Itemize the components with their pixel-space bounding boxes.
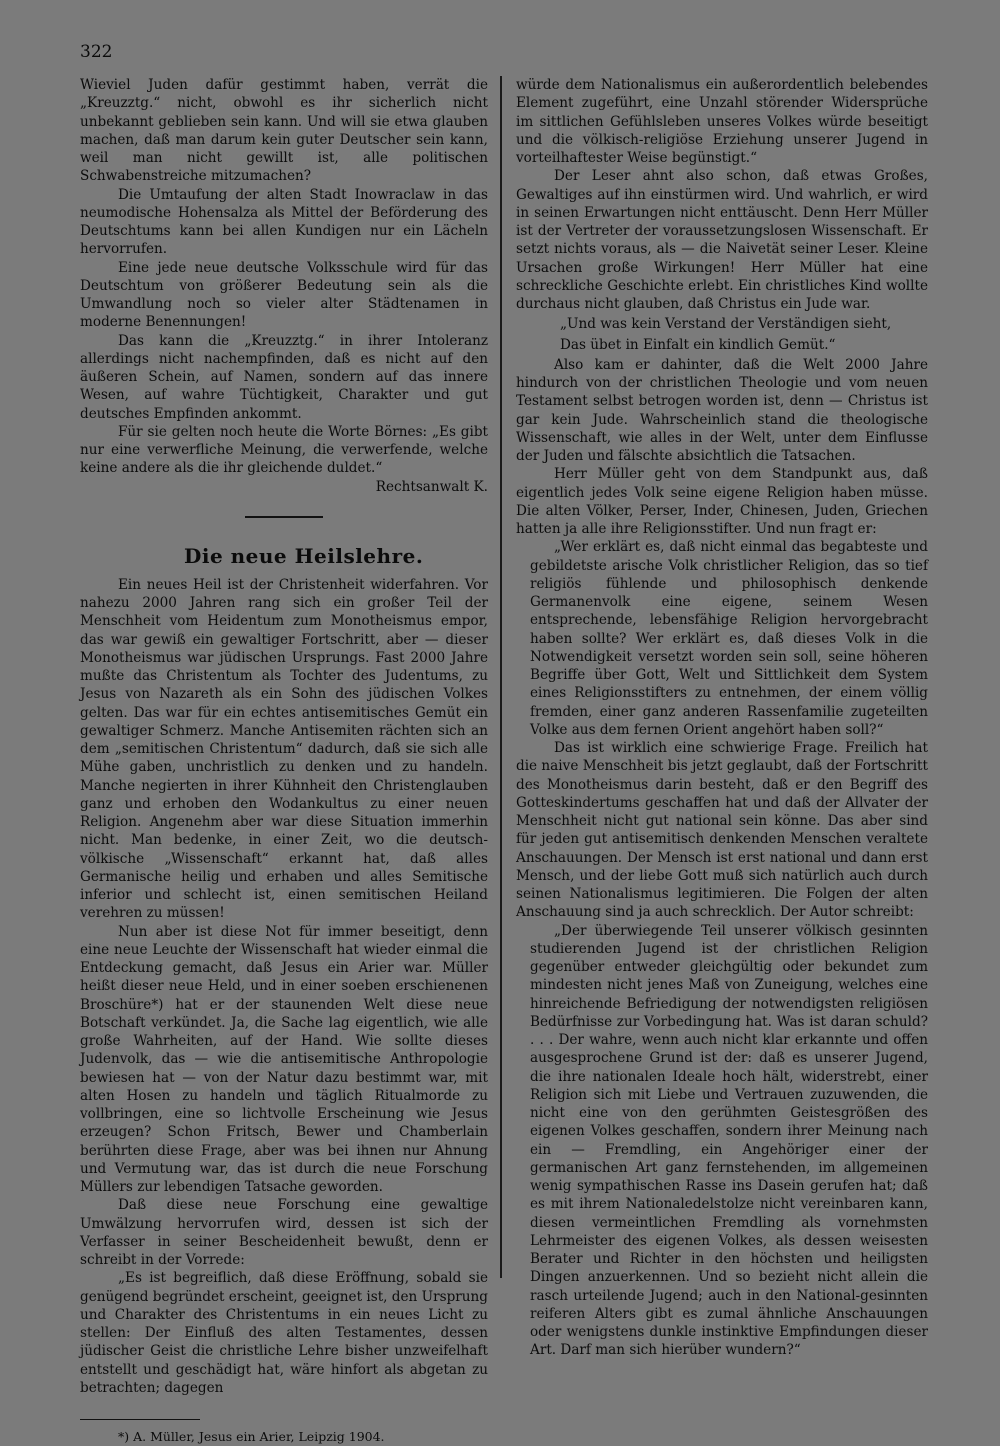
paragraph: Ein neues Heil ist der Christenheit widerfahren. Vor nahezu 2000 Jahren rang sich ein großer Teil der Menschheit vom Heidentum zum Monotheismus empor, das war gewiß ein gewaltiger Fortschritt, aber — dieser Monotheismus war jüdischen Ursprungs. Fast 2000 Jahre mußte das Christentum als Tochter des Judentums, zu Jesus von Nazareth als ein Sohn des jüdischen Volkes gelten. Das war für ein echtes antisemitisches Gemüt ein gewaltiger Schmerz. Manche Antisemiten rächten sich an dem „semitischen Christentum“ dadurch, daß sie sich alle Mühe gaben, unchristlich zu denken und zu handeln. Manche negierten in ihrer Kühnheit den Christenglauben ganz und erhoben den Wodankultus zu einer neuen Religion. Angenehm aber war diese Situation immerhin nicht. Man bedenke, in einer Zeit, wo die deutsch-völkische „Wissenschaft“ erkannt hat, daß alles Germanische heilig und erhaben und alles Semitische inferior und schlecht ist, einen semitischen Heiland verehren zu müssen!: [80, 576, 488, 922]
paragraph: Eine jede neue deutsche Volksschule wird für das Deutschtum von größerer Bedeutung sein als die Umwandlung noch so vieler alter Städtenamen in moderne Benennungen!: [80, 259, 488, 331]
verse-line: „Und was kein Verstand der Verständigen sieht,: [560, 316, 892, 333]
verse-line: Das übet in Einfalt ein kindlich Gemüt.“: [560, 336, 836, 353]
right-column: [516, 76, 928, 1360]
quote-paragraph: „Der überwiegende Teil unserer völkisch gesinnten studierenden Jugend ist der christlichen Religion gegenüber entweder gleichgültig oder bekundet zum mindesten nicht jenes Maß von Zuneigung, welches eine hinreichende Befriedigung der notwendigsten religiösen Bedürfnisse zur Vorbedingung hat. Was ist daran schuld? . . . Der wahre, wenn auch nicht klar erkannte und offen ausgesprochene Grund ist der: daß es unserer Jugend, die ihre nationalen Ideale hoch hält, widerstrebt, einer Religion sich mit Liebe und Vertrauen zuzuwenden, die nicht eine von den gerühmten Geistesgrößen des eigenen Volkes geschaffen, sondern ihrer Meinung nach ein — Fremdling, ein Angehöriger einer der germanischen Art ganz fernstehenden, im allgemeinen wenig sympathischen Rasse ins Dasein gerufen hat; daß es mit ihrem Nationaledelstolze nicht vereinbaren kann, diesen vermeintlichen Fremdling als vornehmsten Lehrmeister des eigenen Volkes, als dessen weisesten Berater und Richter in den höchsten und heiligsten Dingen anzuerkennen. Und so bezieht nicht allein die rasch urteilende Jugend; auch in den National-gesinnten reiferen Alters gibt es zumal ähnliche Anschauungen oder wenigstens dunkle instinktive Empfindungen dieser Art. Darf man sich hierüber wundern?“: [530, 922, 928, 1359]
paragraph: Das kann die „Kreuzztg.“ in ihrer Intoleranz allerdings nicht nachempfinden, daß es nicht auf den äußeren Schein, auf Namen, sondern auf das innere Wesen, auf wahre Tüchtigkeit, Charakter und gut deutsches Empfinden ankommt.: [80, 332, 488, 422]
paragraph: Der Leser ahnt also schon, daß etwas Großes, Gewaltiges auf ihn einstürmen wird. Und wahrlich, er wird in seinen Erwartungen nicht enttäuscht. Denn Herr Müller ist der Vertreter der voraussetzungslosen Wissenschaft. Er setzt nichts voraus, als — die Naivetät seiner Leser. Kleine Ursachen große Wirkungen! Herr Müller hat eine schreckliche Geschichte erlebt. Ein christliches Kind wollte durchaus nicht glauben, daß Christus ein Jude war.: [516, 168, 928, 312]
paragraph: Für sie gelten noch heute die Worte Börnes: „Es gibt nur eine verwerfliche Meinung, die verwerfende, welche keine andere als die ihr gleichende duldet.“: [80, 423, 488, 477]
quote-paragraph: „Es ist begreiflich, daß diese Eröffnung, sobald sie genügend begründet erscheint, geeignet ist, den Ursprung und Charakter des Christentums in ein neues Licht zu stellen: Der Einfluß des alten Testamentes, dessen jüdischer Geist die christliche Lehre bisher unzweifelhaft entstellt und geschädigt hat, wäre hinfort als abgetan zu betrachten; dagegen: [80, 1270, 488, 1396]
paragraph: würde dem Nationalismus ein außerordentlich belebendes Element zugeführt, eine Unzahl störender Widersprüche im sittlichen Gefühlsleben unseres Volkes würde beseitigt und die völkisch-religiöse Erziehung unserer Jugend in vorteilhaftester Weise begünstigt.“: [516, 77, 928, 166]
paragraph: Daß diese neue Forschung eine gewaltige Umwälzung hervorrufen wird, dessen ist sich der Verfasser in seiner Bescheidenheit bewußt, denn er schreibt in der Vorrede:: [80, 1197, 488, 1268]
quote-paragraph: „Wer erklärt es, daß nicht einmal das begabteste und gebildetste arische Volk christlicher Religion, das so tief religiös fühlende und philosophisch denkende Germanenvolk eine eigene, seinem Wesen entsprechende, lebensfähige Religion hervorgebracht haben sollte? Wer erklärt es, daß dieses Volk in die Notwendigkeit versetzt worden sein soll, seine höheren Begriffe über Gott, Welt und Sittlichkeit dem System eines Religionsstifters zu entnehmen, der einem völlig fremden, einer ganz anderen Rassenfamilie zugeteilten Volke aus dem fernen Orient angehört haben soll?“: [530, 539, 928, 738]
column-rule: [500, 76, 502, 1278]
author-signature: Rechtsanwalt K.: [375, 478, 488, 495]
paragraph: Wieviel Juden dafür gestimmt haben, verrät die „Kreuzztg.“ nicht, obwohl es ihr sicherlich nicht unbekannt geblieben sein kann. Und will sie etwa glauben machen, daß man darum kein guter Deutscher sein kann, weil man nicht gewillt ist, alle politischen Schwabenstreiche mitzumachen?: [80, 77, 488, 185]
paragraph: Also kam er dahinter, daß die Welt 2000 Jahre hindurch von der christlichen Theologie und vom neuen Testament selbst betrogen worden ist, denn — Christus ist gar kein Jude. Wahrscheinlich stand die theologische Wissenschaft, wie alles in der Welt, unter dem Einflusse der Juden und fälschte absichtlich die Tatsachen.: [516, 356, 928, 464]
section-divider: [245, 516, 323, 518]
left-column: [80, 76, 488, 1446]
footnote-rule: [80, 1419, 200, 1420]
paragraph: Herr Müller geht von dem Standpunkt aus, daß eigentlich jedes Volk seine eigene Religion haben müsse. Die alten Völker, Perser, Inder, Chinesen, Juden, Griechen hatten ja alle ihre Religionsstifter. Und nun fragt er:: [516, 466, 928, 537]
footnote: *) A. Müller, Jesus ein Arier, Leipzig 1904.: [118, 1429, 385, 1444]
paragraph: Das ist wirklich eine schwierige Frage. Freilich hat die naive Menschheit bis jetzt geglaubt, daß der Fortschritt des Monotheismus darin besteht, daß er den Begriff des Gotteskindertums geschaffen hat und daß der Allvater der Menschheit nicht gut national sein könne. Das aber sind für jeden gut antisemitisch denkenden Menschen veraltete Anschauungen. Der Mensch ist erst national und dann erst Mensch, und der liebe Gott muß sich natürlich auch durch seinen Nationalismus legitimieren. Die Folgen der alten Anschauung sind ja auch schrecklich. Der Autor schreibt:: [516, 740, 928, 921]
article-heading: Die neue Heilslehre.: [184, 543, 424, 568]
page-number: 322: [80, 42, 113, 62]
paragraph: Die Umtaufung der alten Stadt Inowraclaw in das neumodische Hohensalza als Mittel der Beförderung des Deutschtums kann bei allen Kundigen nur ein Lächeln hervorrufen.: [80, 186, 488, 258]
paragraph: Nun aber ist diese Not für immer beseitigt, denn eine neue Leuchte der Wissenschaft hat wieder einmal die Entdeckung gemacht, daß Jesus ein Arier war. Müller heißt dieser neue Held, und in einer soeben erschienenen Broschüre*) hat er der staunenden Welt diese neue Botschaft verkündet. Ja, die Sache lag eigentlich, wie alle große Wahrheiten, auf der Hand. Wie sollte dieses Judenvolk, das — wie die antisemitische Anthropologie bewiesen hat — von der Natur dazu bestimmt war, mit alten Hosen zu handeln und täglich Ritualmorde zu vollbringen, eine so lichtvolle Erscheinung wie Jesus erzeugen? Schon Fritsch, Bewer und Chamberlain berührten diese Frage, aber was bei ihnen nur Ahnung und Vermutung war, das ist durch die neue Forschung Müllers zur lebendigen Tatsache geworden.: [80, 923, 488, 1195]
